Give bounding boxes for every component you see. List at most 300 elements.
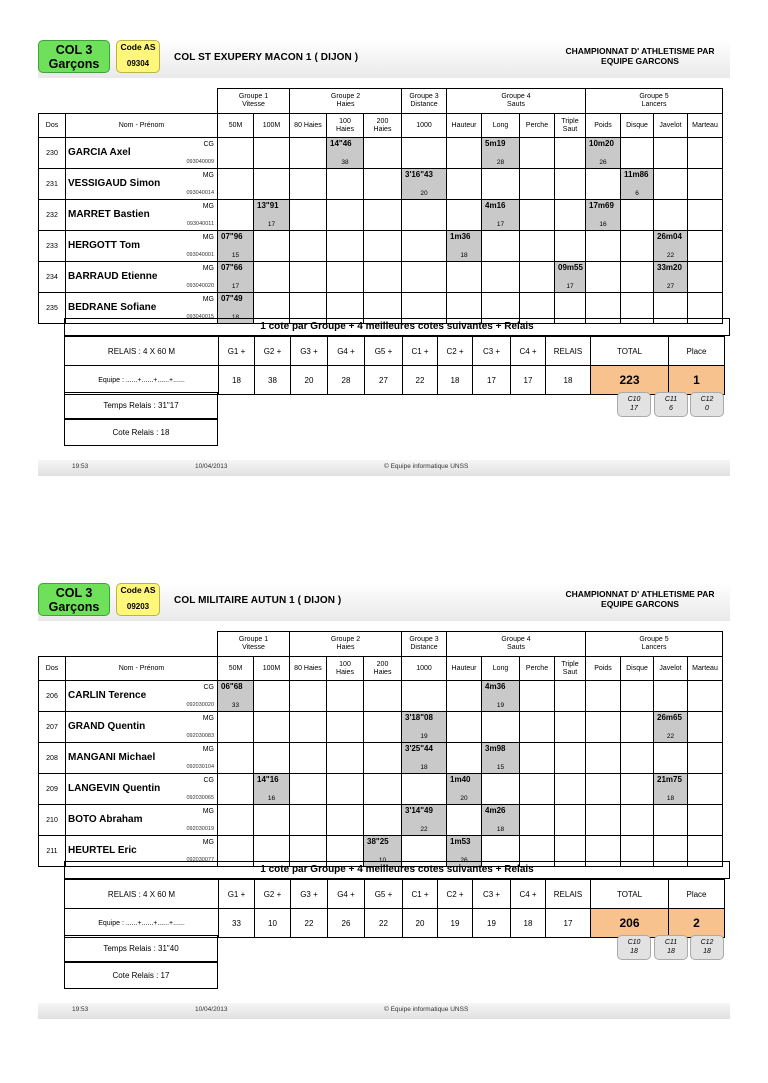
cote-rule: 1 cote par Groupe + 4 meilleures cotes suivantes + Relais: [64, 318, 730, 336]
empty-cell: [402, 231, 447, 262]
place-header: Place: [669, 337, 725, 366]
complementary-cote-badge: [617, 935, 651, 960]
group-header-row: [39, 89, 723, 114]
event-header: Disque: [621, 114, 654, 138]
empty-cell: [621, 805, 654, 836]
empty-cell: [290, 200, 327, 231]
empty-cell: [402, 262, 447, 293]
result-points: 10: [378, 857, 387, 864]
result-value: 11m86: [624, 170, 649, 179]
athlete-name-cell: [66, 169, 218, 200]
relais-column-header: G2 +: [255, 880, 291, 909]
code-as-badge: [116, 583, 160, 616]
relais-value: 18: [438, 366, 473, 395]
empty-cell: [447, 805, 482, 836]
empty-cell: [290, 743, 327, 774]
empty-cell: [555, 138, 586, 169]
empty-cell: [688, 200, 723, 231]
blank-cell: [39, 89, 218, 114]
result-cell: [402, 169, 447, 200]
result-points: 15: [496, 764, 505, 771]
athlete-row: [39, 743, 723, 774]
athlete-row: [39, 262, 723, 293]
event-header: 100 Haies: [327, 114, 364, 138]
event-header: Marteau: [688, 657, 723, 681]
athlete-row: [39, 712, 723, 743]
empty-cell: [364, 681, 402, 712]
empty-cell: [621, 712, 654, 743]
empty-cell: [586, 743, 621, 774]
empty-cell: [555, 231, 586, 262]
event-header: 100 Haies: [327, 657, 364, 681]
relais-values-row: [65, 909, 725, 938]
relais-value: 17: [511, 366, 546, 395]
empty-cell: [254, 231, 290, 262]
event-header: 1000: [402, 114, 447, 138]
result-points: 17: [566, 283, 574, 290]
empty-cell: [621, 262, 654, 293]
result-cell: [654, 231, 688, 262]
empty-cell: [447, 169, 482, 200]
result-value: 3'14"49: [405, 806, 433, 815]
empty-cell: [447, 200, 482, 231]
empty-cell: [586, 774, 621, 805]
event-header: Triple Saut: [555, 657, 586, 681]
empty-cell: [688, 712, 723, 743]
empty-cell: [688, 681, 723, 712]
result-cell: [218, 231, 254, 262]
empty-cell: [447, 681, 482, 712]
relais-value: 28: [328, 366, 365, 395]
empty-cell: [654, 169, 688, 200]
result-value: 1m53: [450, 837, 471, 846]
category-sex: Garçons: [48, 600, 100, 614]
empty-cell: [586, 681, 621, 712]
empty-cell: [364, 138, 402, 169]
athlete-name-cell: [66, 138, 218, 169]
athlete-license: 092030104: [186, 764, 214, 770]
result-points: 38: [341, 159, 349, 166]
empty-cell: [586, 805, 621, 836]
empty-cell: [654, 681, 688, 712]
relais-column-header: RELAIS: [546, 880, 591, 909]
championship-title-line2: EQUIPE GARCONS: [601, 56, 679, 66]
event-header: 1000: [402, 657, 447, 681]
complementary-cote-label: C11: [664, 396, 678, 403]
result-points: 26: [460, 857, 468, 864]
complementary-cote-badge: [690, 392, 724, 417]
code-as-label: Code AS: [120, 585, 156, 595]
empty-cell: [555, 712, 586, 743]
result-cell: [586, 200, 621, 231]
result-cell: [402, 743, 447, 774]
championship-title: [540, 46, 740, 66]
athlete-name: MARRET Bastien: [68, 209, 150, 220]
relais-title: RELAIS : 4 X 60 M: [65, 880, 219, 909]
relais-column-header: C2 +: [438, 337, 473, 366]
empty-cell: [254, 805, 290, 836]
empty-cell: [364, 169, 402, 200]
empty-cell: [586, 262, 621, 293]
code-as-value: 09304: [126, 59, 150, 68]
dos-header: Dos: [39, 114, 66, 138]
empty-cell: [482, 774, 520, 805]
relais-table: [64, 879, 725, 938]
result-value: 14"16: [257, 775, 279, 784]
empty-cell: [555, 774, 586, 805]
empty-cell: [520, 743, 555, 774]
result-cell: [482, 200, 520, 231]
result-value: 3'18"08: [405, 713, 433, 722]
group-header: Groupe 1 Vitesse: [218, 632, 290, 657]
athlete-name-cell: [66, 805, 218, 836]
athlete-name: GARCIA Axel: [68, 147, 131, 158]
championship-title-line1: CHAMPIONNAT D' ATHLETISME PAR: [565, 589, 715, 599]
complementary-cote-value: 18: [630, 948, 638, 955]
result-points: 20: [460, 795, 468, 802]
empty-cell: [586, 712, 621, 743]
result-cell: [327, 138, 364, 169]
athlete-name: BARRAUD Etienne: [68, 271, 158, 282]
result-value: 3'25"44: [405, 744, 433, 753]
empty-cell: [218, 138, 254, 169]
relais-value: 26: [328, 909, 365, 938]
athlete-license: 092030083: [186, 733, 214, 739]
event-header: 200 Haies: [364, 114, 402, 138]
empty-cell: [218, 712, 254, 743]
athlete-category: MG: [202, 839, 214, 846]
result-points: 16: [599, 221, 607, 228]
athlete-license: 092030019: [186, 826, 214, 832]
event-header: 80 Haies: [290, 657, 327, 681]
empty-cell: [621, 200, 654, 231]
result-cell: [402, 712, 447, 743]
relais-value: 33: [219, 909, 255, 938]
empty-cell: [290, 138, 327, 169]
relais-column-header: G1 +: [219, 337, 255, 366]
relais-column-header: RELAIS: [546, 337, 591, 366]
result-cell: [218, 262, 254, 293]
athlete-row: [39, 805, 723, 836]
athlete-row: [39, 138, 723, 169]
athlete-category: MG: [202, 203, 214, 210]
athlete-license: 093040011: [186, 221, 214, 227]
empty-cell: [555, 681, 586, 712]
result-value: 33m20: [657, 263, 682, 272]
athlete-license: 093040001: [186, 252, 214, 258]
result-value: 5m19: [485, 139, 506, 148]
relais-column-header: C2 +: [438, 880, 473, 909]
footer-copyright: © Equipe informatique UNSS: [384, 1006, 469, 1013]
empty-cell: [364, 743, 402, 774]
result-points: 18: [666, 795, 675, 802]
empty-cell: [447, 712, 482, 743]
event-header: 200 Haies: [364, 657, 402, 681]
team-sheet: [0, 40, 768, 540]
empty-cell: [482, 231, 520, 262]
empty-cell: [654, 138, 688, 169]
relais-title: RELAIS : 4 X 60 M: [65, 337, 219, 366]
event-header: Triple Saut: [555, 114, 586, 138]
athlete-category: MG: [202, 234, 214, 241]
code-as-badge: [116, 40, 160, 73]
relais-column-header: G4 +: [328, 880, 365, 909]
athlete-name: HERGOTT Tom: [68, 240, 141, 251]
event-header: Perche: [520, 114, 555, 138]
result-value: 06"68: [221, 682, 243, 691]
empty-cell: [402, 138, 447, 169]
event-header: Long: [482, 114, 520, 138]
athlete-name: MANGANI Michael: [68, 752, 156, 763]
athlete-license: 093040009: [186, 159, 214, 165]
athlete-category: MG: [202, 746, 214, 753]
result-value: 1m36: [450, 232, 471, 241]
result-points: 19: [496, 702, 505, 709]
empty-cell: [327, 262, 364, 293]
athlete-name: CARLIN Terence: [68, 690, 147, 701]
category-level: COL 3: [55, 43, 93, 57]
empty-cell: [218, 774, 254, 805]
empty-cell: [482, 262, 520, 293]
empty-cell: [520, 805, 555, 836]
group-header: Groupe 2 Haies: [290, 89, 402, 114]
relais-column-header: C4 +: [511, 880, 546, 909]
empty-cell: [327, 743, 364, 774]
empty-cell: [290, 262, 327, 293]
empty-cell: [364, 262, 402, 293]
result-value: 3m98: [485, 744, 506, 753]
code-as-label: Code AS: [120, 42, 156, 52]
event-header: Hauteur: [447, 657, 482, 681]
empty-cell: [621, 138, 654, 169]
relais-value: 22: [403, 366, 438, 395]
category-badge: [38, 40, 110, 73]
result-value: 17m69: [589, 201, 614, 210]
relais-value: 20: [291, 366, 328, 395]
result-points: 27: [666, 283, 675, 290]
relais-header-row: [65, 337, 725, 366]
place-value: 1: [669, 366, 725, 395]
empty-cell: [688, 774, 723, 805]
group-header: Groupe 3 Distance: [402, 89, 447, 114]
name-header: Nom - Prénom: [66, 657, 218, 681]
athlete-category: MG: [202, 715, 214, 722]
complementary-cote-badge: [654, 392, 688, 417]
relais-table: [64, 336, 725, 395]
result-value: 4m36: [485, 682, 506, 691]
empty-cell: [482, 169, 520, 200]
empty-cell: [402, 774, 447, 805]
event-header: Long: [482, 657, 520, 681]
athlete-dos: 234: [39, 262, 66, 293]
column-header-row: [39, 657, 723, 681]
cote-rule: 1 cote par Groupe + 4 meilleures cotes suivantes + Relais: [64, 861, 730, 879]
category-badge: [38, 583, 110, 616]
empty-cell: [364, 712, 402, 743]
relais-column-header: G3 +: [291, 880, 328, 909]
relais-value: 19: [473, 909, 511, 938]
athlete-dos: 211: [39, 836, 66, 867]
empty-cell: [364, 774, 402, 805]
result-value: 21m75: [657, 775, 682, 784]
empty-cell: [290, 231, 327, 262]
complementary-cote-badge: [617, 392, 651, 417]
group-header: Groupe 1 Vitesse: [218, 89, 290, 114]
empty-cell: [218, 169, 254, 200]
empty-cell: [520, 774, 555, 805]
athlete-category: MG: [202, 296, 214, 303]
empty-cell: [327, 231, 364, 262]
group-header: Groupe 5 Lancers: [586, 632, 723, 657]
empty-cell: [654, 200, 688, 231]
athlete-dos: 210: [39, 805, 66, 836]
complementary-cote-badge: [654, 935, 688, 960]
result-points: 22: [666, 733, 675, 740]
temps-relais: Temps Relais : 31"17: [64, 392, 218, 419]
event-header: 50M: [218, 657, 254, 681]
empty-cell: [327, 712, 364, 743]
group-header: Groupe 3 Distance: [402, 632, 447, 657]
result-value: 26m65: [657, 713, 682, 722]
result-cell: [621, 169, 654, 200]
athlete-license: 093040020: [186, 283, 214, 289]
athlete-name-cell: [66, 681, 218, 712]
athlete-category: CG: [203, 684, 214, 691]
empty-cell: [586, 231, 621, 262]
result-points: 18: [460, 252, 468, 259]
empty-cell: [290, 681, 327, 712]
school-name: COL ST EXUPERY MACON 1 ( DIJON ): [174, 52, 359, 63]
empty-cell: [327, 774, 364, 805]
result-points: 16: [267, 795, 276, 802]
empty-cell: [254, 138, 290, 169]
empty-cell: [290, 712, 327, 743]
complementary-cote-label: C12: [700, 939, 714, 946]
relais-header-row: [65, 880, 725, 909]
result-points: 19: [420, 733, 428, 740]
relais-values-row: [65, 366, 725, 395]
empty-cell: [364, 200, 402, 231]
empty-cell: [402, 681, 447, 712]
result-cell: [654, 262, 688, 293]
result-points: 28: [496, 159, 505, 166]
result-points: 17: [231, 283, 240, 290]
empty-cell: [290, 774, 327, 805]
relais-value: 18: [511, 909, 546, 938]
result-value: 4m26: [485, 806, 506, 815]
empty-cell: [327, 805, 364, 836]
result-cell: [447, 774, 482, 805]
empty-cell: [254, 681, 290, 712]
relais-value: 27: [365, 366, 403, 395]
blank-cell: [39, 632, 218, 657]
result-points: 33: [231, 702, 240, 709]
event-header: Poids: [586, 114, 621, 138]
page-footer: [38, 1003, 730, 1019]
category-level: COL 3: [55, 586, 93, 600]
athlete-name-cell: [66, 712, 218, 743]
empty-cell: [254, 169, 290, 200]
empty-cell: [447, 743, 482, 774]
empty-cell: [688, 169, 723, 200]
relais-value: 10: [255, 909, 291, 938]
empty-cell: [688, 262, 723, 293]
results-table: [38, 88, 723, 324]
result-value: 14"46: [330, 139, 352, 148]
athlete-name: HEURTEL Eric: [68, 845, 137, 856]
athlete-dos: 232: [39, 200, 66, 231]
athlete-name-cell: [66, 774, 218, 805]
empty-cell: [520, 200, 555, 231]
athlete-name-cell: [66, 262, 218, 293]
empty-cell: [654, 805, 688, 836]
result-value: 07"96: [221, 232, 243, 241]
relais-column-header: G5 +: [365, 337, 403, 366]
result-points: 20: [420, 190, 428, 197]
team-sheet: [0, 583, 768, 1083]
empty-cell: [254, 262, 290, 293]
athlete-row: [39, 231, 723, 262]
relais-column-header: G3 +: [291, 337, 328, 366]
relais-column-header: C1 +: [403, 337, 438, 366]
result-points: 18: [420, 764, 428, 771]
footer-copyright: © Equipe informatique UNSS: [384, 463, 469, 470]
empty-cell: [218, 805, 254, 836]
total-value: 206: [591, 909, 669, 938]
empty-cell: [520, 138, 555, 169]
footer-date: 10/04/2013: [195, 1006, 228, 1013]
athlete-name: VESSIGAUD Simon: [68, 178, 161, 189]
result-points: 6: [635, 190, 639, 197]
result-cell: [482, 805, 520, 836]
event-header: Disque: [621, 657, 654, 681]
relais-value: 17: [473, 366, 511, 395]
equipe-composition: Equipe : ......+......+......+......: [65, 366, 219, 395]
empty-cell: [520, 231, 555, 262]
result-cell: [586, 138, 621, 169]
result-value: 07"66: [221, 263, 243, 272]
empty-cell: [290, 805, 327, 836]
complementary-cote-value: 18: [703, 948, 711, 955]
place-header: Place: [669, 880, 725, 909]
event-header: Javelot: [654, 114, 688, 138]
relais-column-header: G5 +: [365, 880, 403, 909]
result-value: 09m55: [558, 263, 583, 272]
event-header: Hauteur: [447, 114, 482, 138]
athlete-license: 092030020: [186, 702, 214, 708]
result-cell: [654, 712, 688, 743]
complementary-cote-value: 17: [630, 405, 638, 412]
result-cell: [654, 774, 688, 805]
result-cell: [254, 774, 290, 805]
footer-time: 19:53: [72, 1006, 89, 1013]
athlete-name-cell: [66, 743, 218, 774]
athlete-dos: 233: [39, 231, 66, 262]
empty-cell: [688, 743, 723, 774]
result-value: 38"25: [367, 837, 389, 846]
complementary-cote-badge: [690, 935, 724, 960]
result-value: 10m20: [589, 139, 614, 148]
result-value: 07"49: [221, 294, 243, 303]
athlete-name-cell: [66, 200, 218, 231]
athlete-license: 092030077: [186, 857, 214, 863]
dos-header: Dos: [39, 657, 66, 681]
group-header: Groupe 4 Sauts: [447, 89, 586, 114]
complementary-cote-label: C11: [664, 939, 678, 946]
relais-value: 22: [291, 909, 328, 938]
relais-column-header: C3 +: [473, 880, 511, 909]
result-value: 26m04: [657, 232, 682, 241]
